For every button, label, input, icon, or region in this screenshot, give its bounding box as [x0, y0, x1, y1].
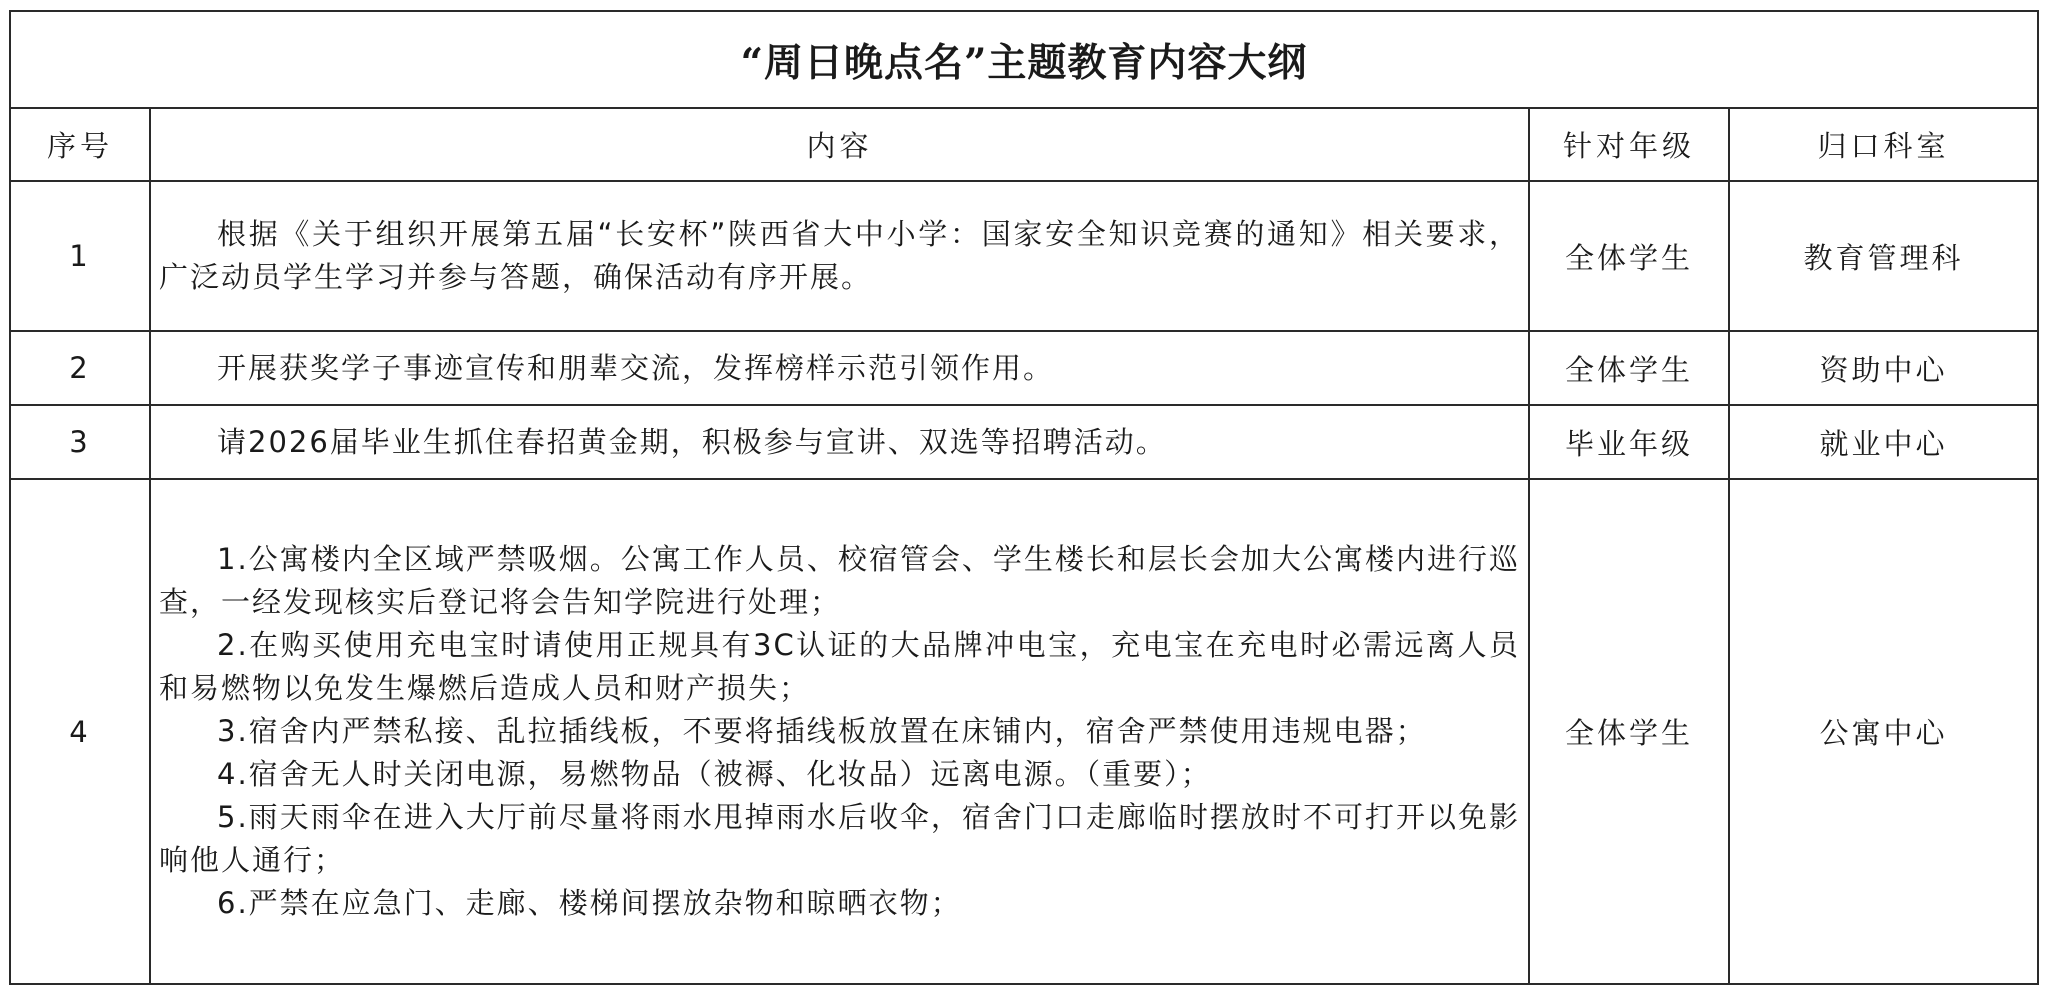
header-content: 内容 [150, 108, 1529, 181]
content-paragraph: 2.在购买使用充电宝时请使用正规具有3C认证的大品牌冲电宝，充电宝在充电时必需远离人员和易燃物以免发生爆燃后造成人员和财产损失； [159, 628, 1520, 705]
row-number: 2 [10, 331, 150, 405]
content-paragraph: 6.严禁在应急门、走廊、楼梯间摆放杂物和晾晒衣物； [217, 886, 962, 920]
table-row [10, 181, 2038, 331]
row-content [150, 479, 1529, 984]
row-department: 教育管理科 [1729, 181, 2038, 331]
row-number: 3 [10, 405, 150, 479]
row-department: 资助中心 [1729, 331, 2038, 405]
table-row [10, 405, 2038, 479]
content-paragraph: 请2026届毕业生抓住春招黄金期，积极参与宣讲、双选等招聘活动。 [217, 424, 1167, 459]
row-target-grade: 全体学生 [1529, 181, 1729, 331]
outline-table [9, 10, 2039, 985]
table-title: “周日晚点名”主题教育内容大纲 [10, 11, 2038, 108]
content-paragraph: 1.公寓楼内全区域严禁吸烟。公寓工作人员、校宿管会、学生楼长和层长会加大公寓楼内进行巡查，一经发现核实后登记将会告知学院进行处理； [159, 542, 1520, 619]
content-paragraph: 根据《关于组织开展第五届“长安杯”陕西省大中小学：国家安全知识竞赛的通知》相关要求，广泛动员学生学习并参与答题，确保活动有序开展。 [159, 217, 1520, 294]
content-paragraph: 开展获奖学子事迹宣传和朋辈交流，发挥榜样示范引领作用。 [217, 350, 1055, 385]
table-row [10, 479, 2038, 984]
content-paragraph: 5.雨天雨伞在进入大厅前尽量将雨水甩掉雨水后收伞，宿舍门口走廊临时摆放时不可打开以免影响他人通行； [159, 800, 1520, 877]
row-content [150, 405, 1529, 479]
table-row [10, 331, 2038, 405]
header-department: 归口科室 [1729, 108, 2038, 181]
row-number: 1 [10, 181, 150, 331]
content-paragraph: 4.宿舍无人时关闭电源，易燃物品（被褥、化妆品）远离电源。（重要）； [217, 757, 1212, 791]
row-department: 公寓中心 [1729, 479, 2038, 984]
title-row [10, 11, 2038, 108]
header-target-grade: 针对年级 [1529, 108, 1729, 181]
row-target-grade: 全体学生 [1529, 479, 1729, 984]
row-target-grade: 全体学生 [1529, 331, 1729, 405]
header-row [10, 108, 2038, 181]
row-number: 4 [10, 479, 150, 984]
row-department: 就业中心 [1729, 405, 2038, 479]
row-content [150, 331, 1529, 405]
row-target-grade: 毕业年级 [1529, 405, 1729, 479]
header-number: 序号 [10, 108, 150, 181]
row-content [150, 181, 1529, 331]
content-paragraph: 3.宿舍内严禁私接、乱拉插线板，不要将插线板放置在床铺内，宿舍严禁使用违规电器； [217, 714, 1427, 748]
